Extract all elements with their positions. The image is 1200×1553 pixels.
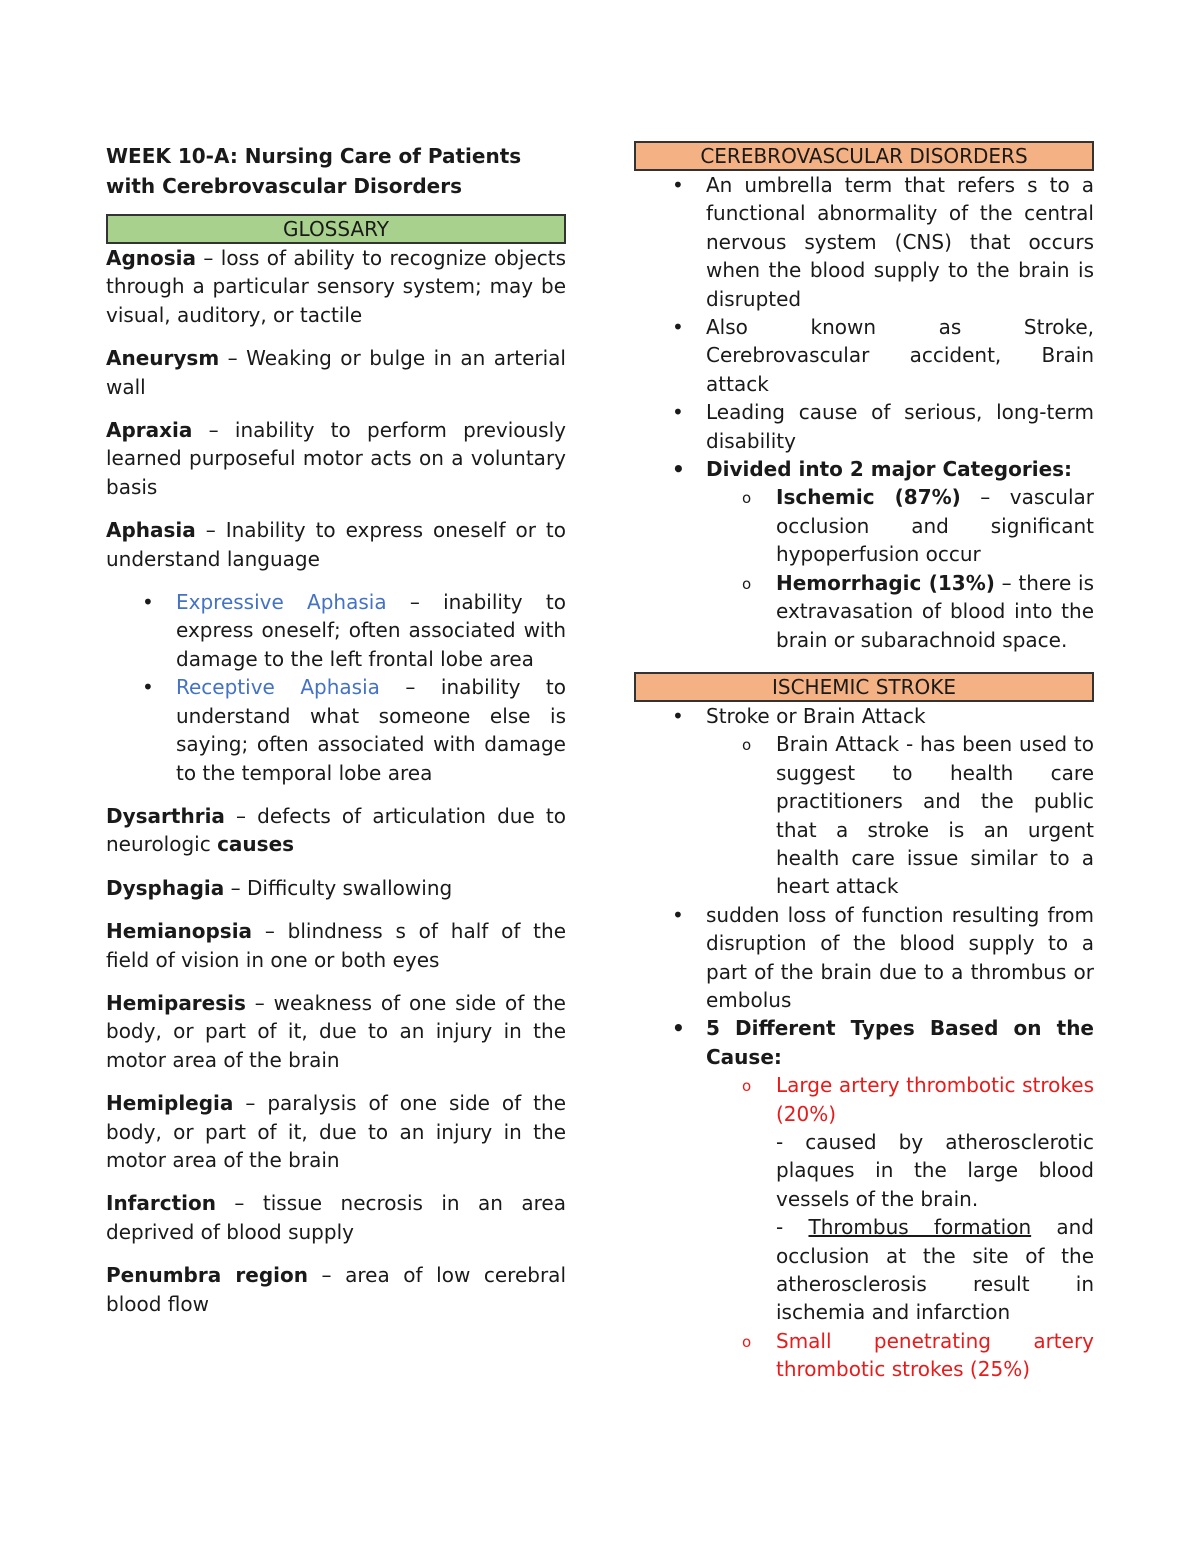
left-column — [106, 141, 566, 1333]
stroke-type-large-artery: o Large artery thrombotic strokes (20%) — [634, 1071, 1094, 1128]
category-term: Hemorrhagic (13%) — [776, 570, 995, 595]
list-item: • Also known as Stroke, Cerebrovascular accident, Brain attack — [634, 313, 1094, 398]
glossary-entry-agnosia — [106, 244, 566, 329]
aphasia-type-name: Receptive Aphasia — [176, 675, 380, 700]
category-def: – there is extravasation of blood into the brain or subarachnoid space. — [776, 570, 1094, 652]
definition: – area of low cerebral blood flow — [106, 1263, 566, 1316]
glossary-entry-dysarthria — [106, 802, 566, 859]
glossary-entry-infarction — [106, 1189, 566, 1246]
term: Aphasia — [106, 518, 196, 543]
definition: – tissue necrosis in an area deprived of blood supply — [106, 1191, 566, 1244]
term: Aneurysm — [106, 346, 220, 371]
definition: – weakness of one side of the body, or part of it, due to an injury in the motor area of the brain — [106, 990, 566, 1072]
definition: – Difficulty swallowing — [224, 875, 453, 900]
category-term: Ischemic (87%) — [776, 485, 961, 510]
term: Dysarthria — [106, 803, 225, 828]
definition-bold: causes — [217, 832, 295, 857]
definition: – defects of articulation due to neurologic — [106, 803, 566, 857]
glossary-entry-hemiplegia — [106, 1089, 566, 1174]
right-column — [634, 141, 1094, 1384]
aphasia-types-list — [106, 588, 566, 787]
list-item: • 5 Different Types Based on the Cause: — [634, 1014, 1094, 1071]
list-item — [106, 673, 566, 787]
glossary-entry-aphasia — [106, 516, 566, 573]
definition: – Inability to express oneself or to understand language — [106, 518, 566, 571]
stroke-type-small-artery: o Small penetrating artery thrombotic strokes (25%) — [634, 1327, 1094, 1384]
list-item: • Leading cause of serious, long-term disability — [634, 398, 1094, 455]
stroke-type-note — [634, 1213, 1094, 1327]
sub-list-item — [634, 569, 1094, 654]
glossary-entry-hemiparesis — [106, 989, 566, 1074]
ischemic-list — [634, 702, 1094, 1384]
term: Apraxia — [106, 418, 193, 443]
ischemic-stroke-heading: ISCHEMIC STROKE — [634, 672, 1094, 702]
term: Hemiplegia — [106, 1091, 234, 1116]
definition: – Weaking or bulge in an arterial wall — [106, 346, 566, 399]
term: Dysphagia — [106, 875, 225, 900]
term: Penumbra region — [106, 1263, 308, 1288]
list-item: • sudden loss of function resulting from disruption of the blood supply to a part of the brain due to a thrombus or embolus — [634, 901, 1094, 1015]
aphasia-type-name: Expressive Aphasia — [176, 590, 387, 615]
term: Hemiparesis — [106, 990, 246, 1015]
definition: – blindness s of half of the field of vision in one or both eyes — [106, 919, 566, 972]
category-def: – vascular occlusion and significant hypoperfusion occur — [776, 485, 1095, 567]
definition: – inability to understand what someone else is saying; often associated with damage to the temporal lobe area — [176, 675, 566, 785]
list-item — [106, 588, 566, 673]
glossary-entry-penumbra — [106, 1261, 566, 1318]
list-item: • An umbrella term that refers s to a functional abnormality of the central nervous system (CNS) that occurs when the blood supply to the brain is disrupted — [634, 171, 1094, 313]
definition: – inability to perform previously learned purposeful motor acts on a voluntary basis — [106, 418, 566, 499]
term: Agnosia — [106, 246, 197, 270]
note-rest: and occlusion at the site of the atherosclerosis result in ischemia and infarction — [776, 1215, 1095, 1325]
definition: – inability to express oneself; often associated with damage to the left frontal lobe area — [176, 590, 566, 671]
glossary-entry-dysphagia — [106, 874, 566, 902]
glossary-entry-aneurysm — [106, 344, 566, 401]
list-item: • Stroke or Brain Attack — [634, 702, 1094, 730]
definition: – paralysis of one side of the body, or part of it, due to an injury in the motor area of the brain — [106, 1091, 566, 1172]
note-prefix: - — [776, 1215, 809, 1240]
stroke-type-note: - caused by atherosclerotic plaques in the large blood vessels of the brain. — [776, 1130, 1094, 1211]
term: Hemianopsia — [106, 919, 253, 944]
list-item: • Divided into 2 major Categories: — [634, 455, 1094, 483]
sub-list-item — [634, 483, 1094, 568]
glossary-entry-hemianopsia — [106, 917, 566, 974]
term: Infarction — [106, 1191, 216, 1216]
cerebrovascular-heading: CEREBROVASCULAR DISORDERS — [634, 141, 1094, 171]
cerebrovascular-list — [634, 171, 1094, 654]
glossary-entry-apraxia — [106, 416, 566, 501]
definition: – loss of ability to recognize objects through a particular sensory system; may be visual, auditory, or tactile — [106, 246, 566, 327]
glossary-heading: GLOSSARY — [106, 214, 566, 244]
sub-list-item: o Brain Attack - has been used to suggest to health care practitioners and the public that a stroke is an urgent health care issue similar to a heart attack — [634, 730, 1094, 900]
document-title: WEEK 10-A: Nursing Care of Patients with Cerebrovascular Disorders — [106, 144, 522, 198]
note-underlined: Thrombus formation — [808, 1215, 1032, 1240]
